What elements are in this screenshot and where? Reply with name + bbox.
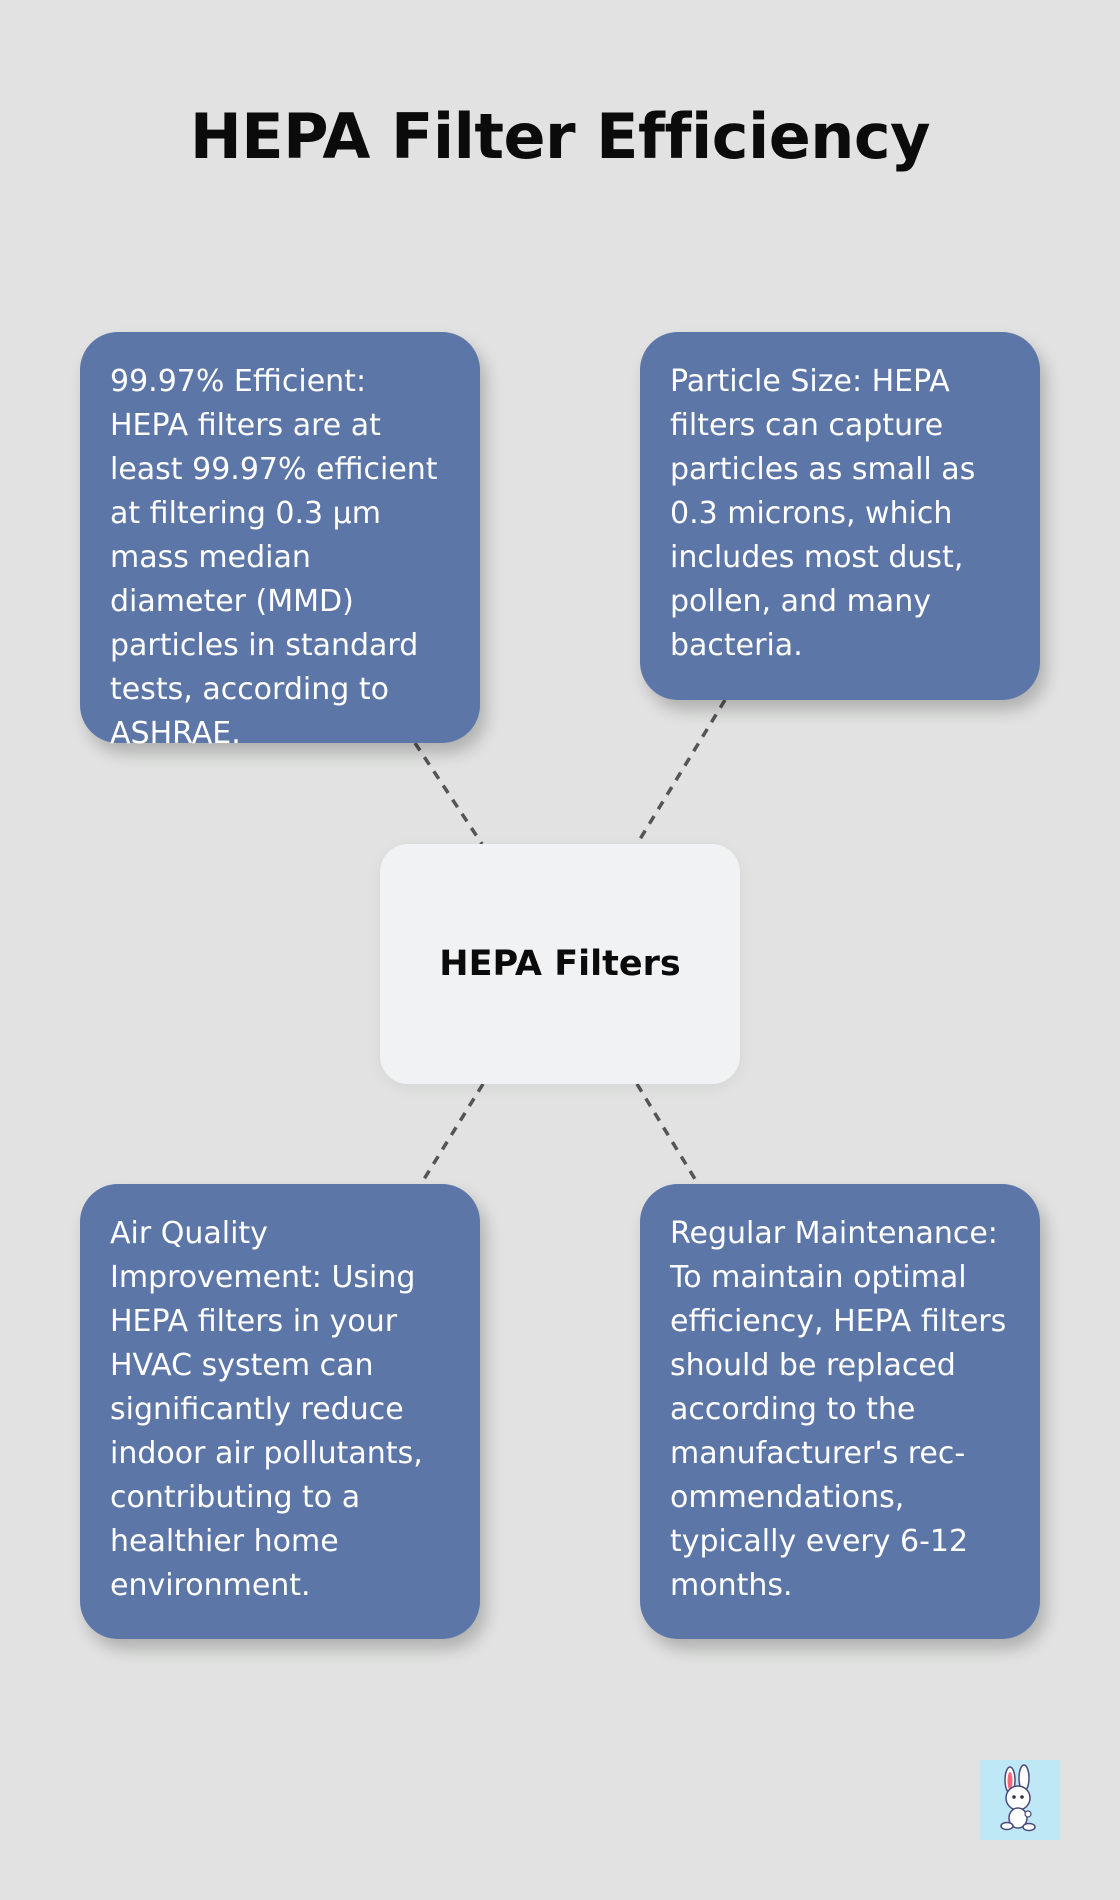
- card-efficiency: 99.97% Efficient: HEPA filters are at least 99.97% efficient at filtering 0.3 µm mass median diameter (MMD) particles in standard tests, according to ASHRAE.: [80, 332, 480, 743]
- card-particle-size: Particle Size: HEPA filters can capture particles as small as 0.3 microns, which includes most dust, pollen, and many bacteria.: [640, 332, 1040, 700]
- connector-top-right: [637, 700, 725, 844]
- connector-bottom-left: [421, 1084, 483, 1184]
- page-title: HEPA Filter Efficiency: [189, 100, 931, 173]
- center-node: [380, 844, 740, 1084]
- card-air-quality: Air Quality Improvement: Using HEPA filters in your HVAC system can significantly reduce indoor air pollutants, contributing to a healthier home environment.: [80, 1184, 480, 1639]
- center-node-label: HEPA Filters: [439, 944, 681, 984]
- connector-bottom-right: [637, 1084, 698, 1184]
- card-maintenance: Regular Maintenance: To maintain optimal efficiency, HEPA filters should be replaced according to the manufacturer's recommendations, typically every 6-12 months.: [640, 1184, 1040, 1639]
- connector-top-left: [415, 743, 482, 844]
- bunny-logo-icon: [980, 1760, 1060, 1840]
